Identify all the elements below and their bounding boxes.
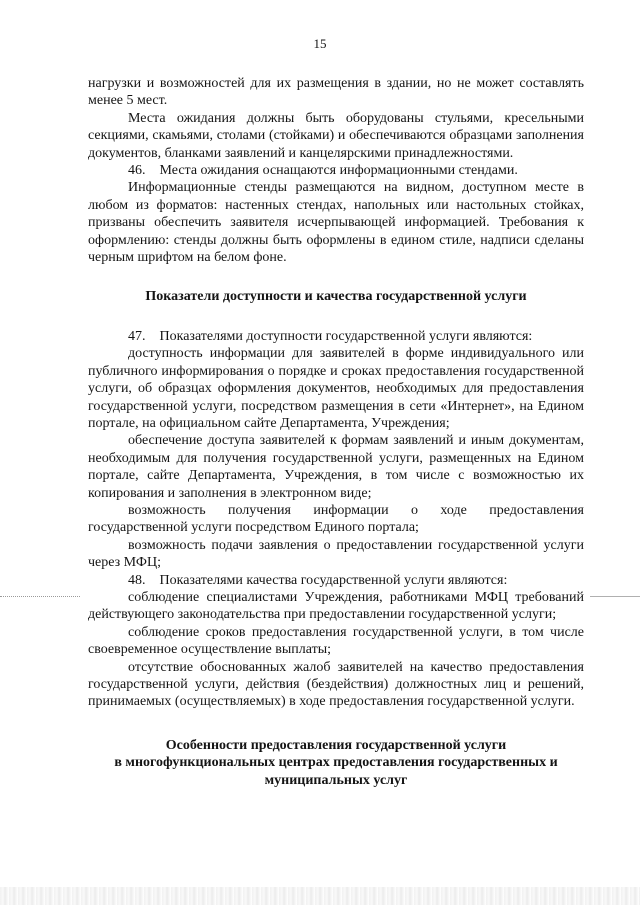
paragraph: возможность получения информации о ходе предоставления государственной услуги посредством Единого портала; [88,502,584,536]
scan-margin-mark [590,596,640,598]
paragraph: нагрузки и возможностей для их размещения в здании, но не может составлять менее 5 мест. [88,76,584,109]
paragraph: возможность подачи заявления о предоставлении государственной услуги через МФЦ; [88,537,584,571]
paragraph-item-48: 48. Показателями качества государственной услуги являются: [128,572,508,588]
page-number: 15 [313,36,327,51]
scan-noise-strip [0,887,640,905]
paragraph: Места ожидания должны быть оборудованы стульями, кресельными секциями, скамьями, столами (стойками) и обеспечиваются образцами заполнения документов, бланками заявлений и канцелярскими принадлежностями. [88,110,584,161]
scan-margin-mark [0,596,80,598]
paragraph: доступность информации для заявителей в форме индивидуального или публичного информирования о порядке и сроках предоставления государственной услуги, об образцах оформления документов, необходимых для предоставления государственной услуги, посредством размещения в сети «Интернет», на Едином портале, на официальном сайте Департамента, Учреждения; [88,346,584,431]
paragraph: Информационные стенды размещаются на видном, доступном месте в любом из форматов: настенных стендах, напольных или настольных стойках, призваны обеспечить заявителя исчерпывающей информацией. Требования к оформлению: стенды должны быть оформлены в едином стиле, надписи сделаны черным шрифтом на белом фоне. [88,180,584,266]
paragraph-item-46: 46. Места ожидания оснащаются информационными стендами. [128,163,518,179]
section-heading-line: муниципальных услуг [264,772,408,788]
section-heading-line: в многофункциональных центрах предоставления государственных и [114,755,558,771]
paragraph: соблюдение сроков предоставления государственной услуги, в том числе своевременное осуществление выплаты; [88,624,584,658]
document-body [88,75,584,789]
paragraph-item-47: 47. Показателями доступности государственной услуги являются: [128,328,533,344]
section-heading-line: Особенности предоставления государственной услуги [165,737,507,753]
paragraph: отсутствие обоснованных жалоб заявителей на качество предоставления государственной услуги, действия (бездействия) должностных лиц и решений, принимаемых (осуществляемых) в ходе предоставления государственной услуги. [88,659,584,710]
paragraph: соблюдение специалистами Учреждения, работниками МФЦ требований действующего законодательства при предоставлении государственной услуги; [88,589,584,623]
paragraph: обеспечение доступа заявителей к формам заявлений и иным документам, необходимым для получения государственной услуги, размещенных на Едином портале, сайте Департамента, Учреждения, в том числе с возможностью их копирования и заполнения в электронном виде; [88,433,584,501]
section-heading: Показатели доступности и качества государственной услуги [145,289,527,305]
